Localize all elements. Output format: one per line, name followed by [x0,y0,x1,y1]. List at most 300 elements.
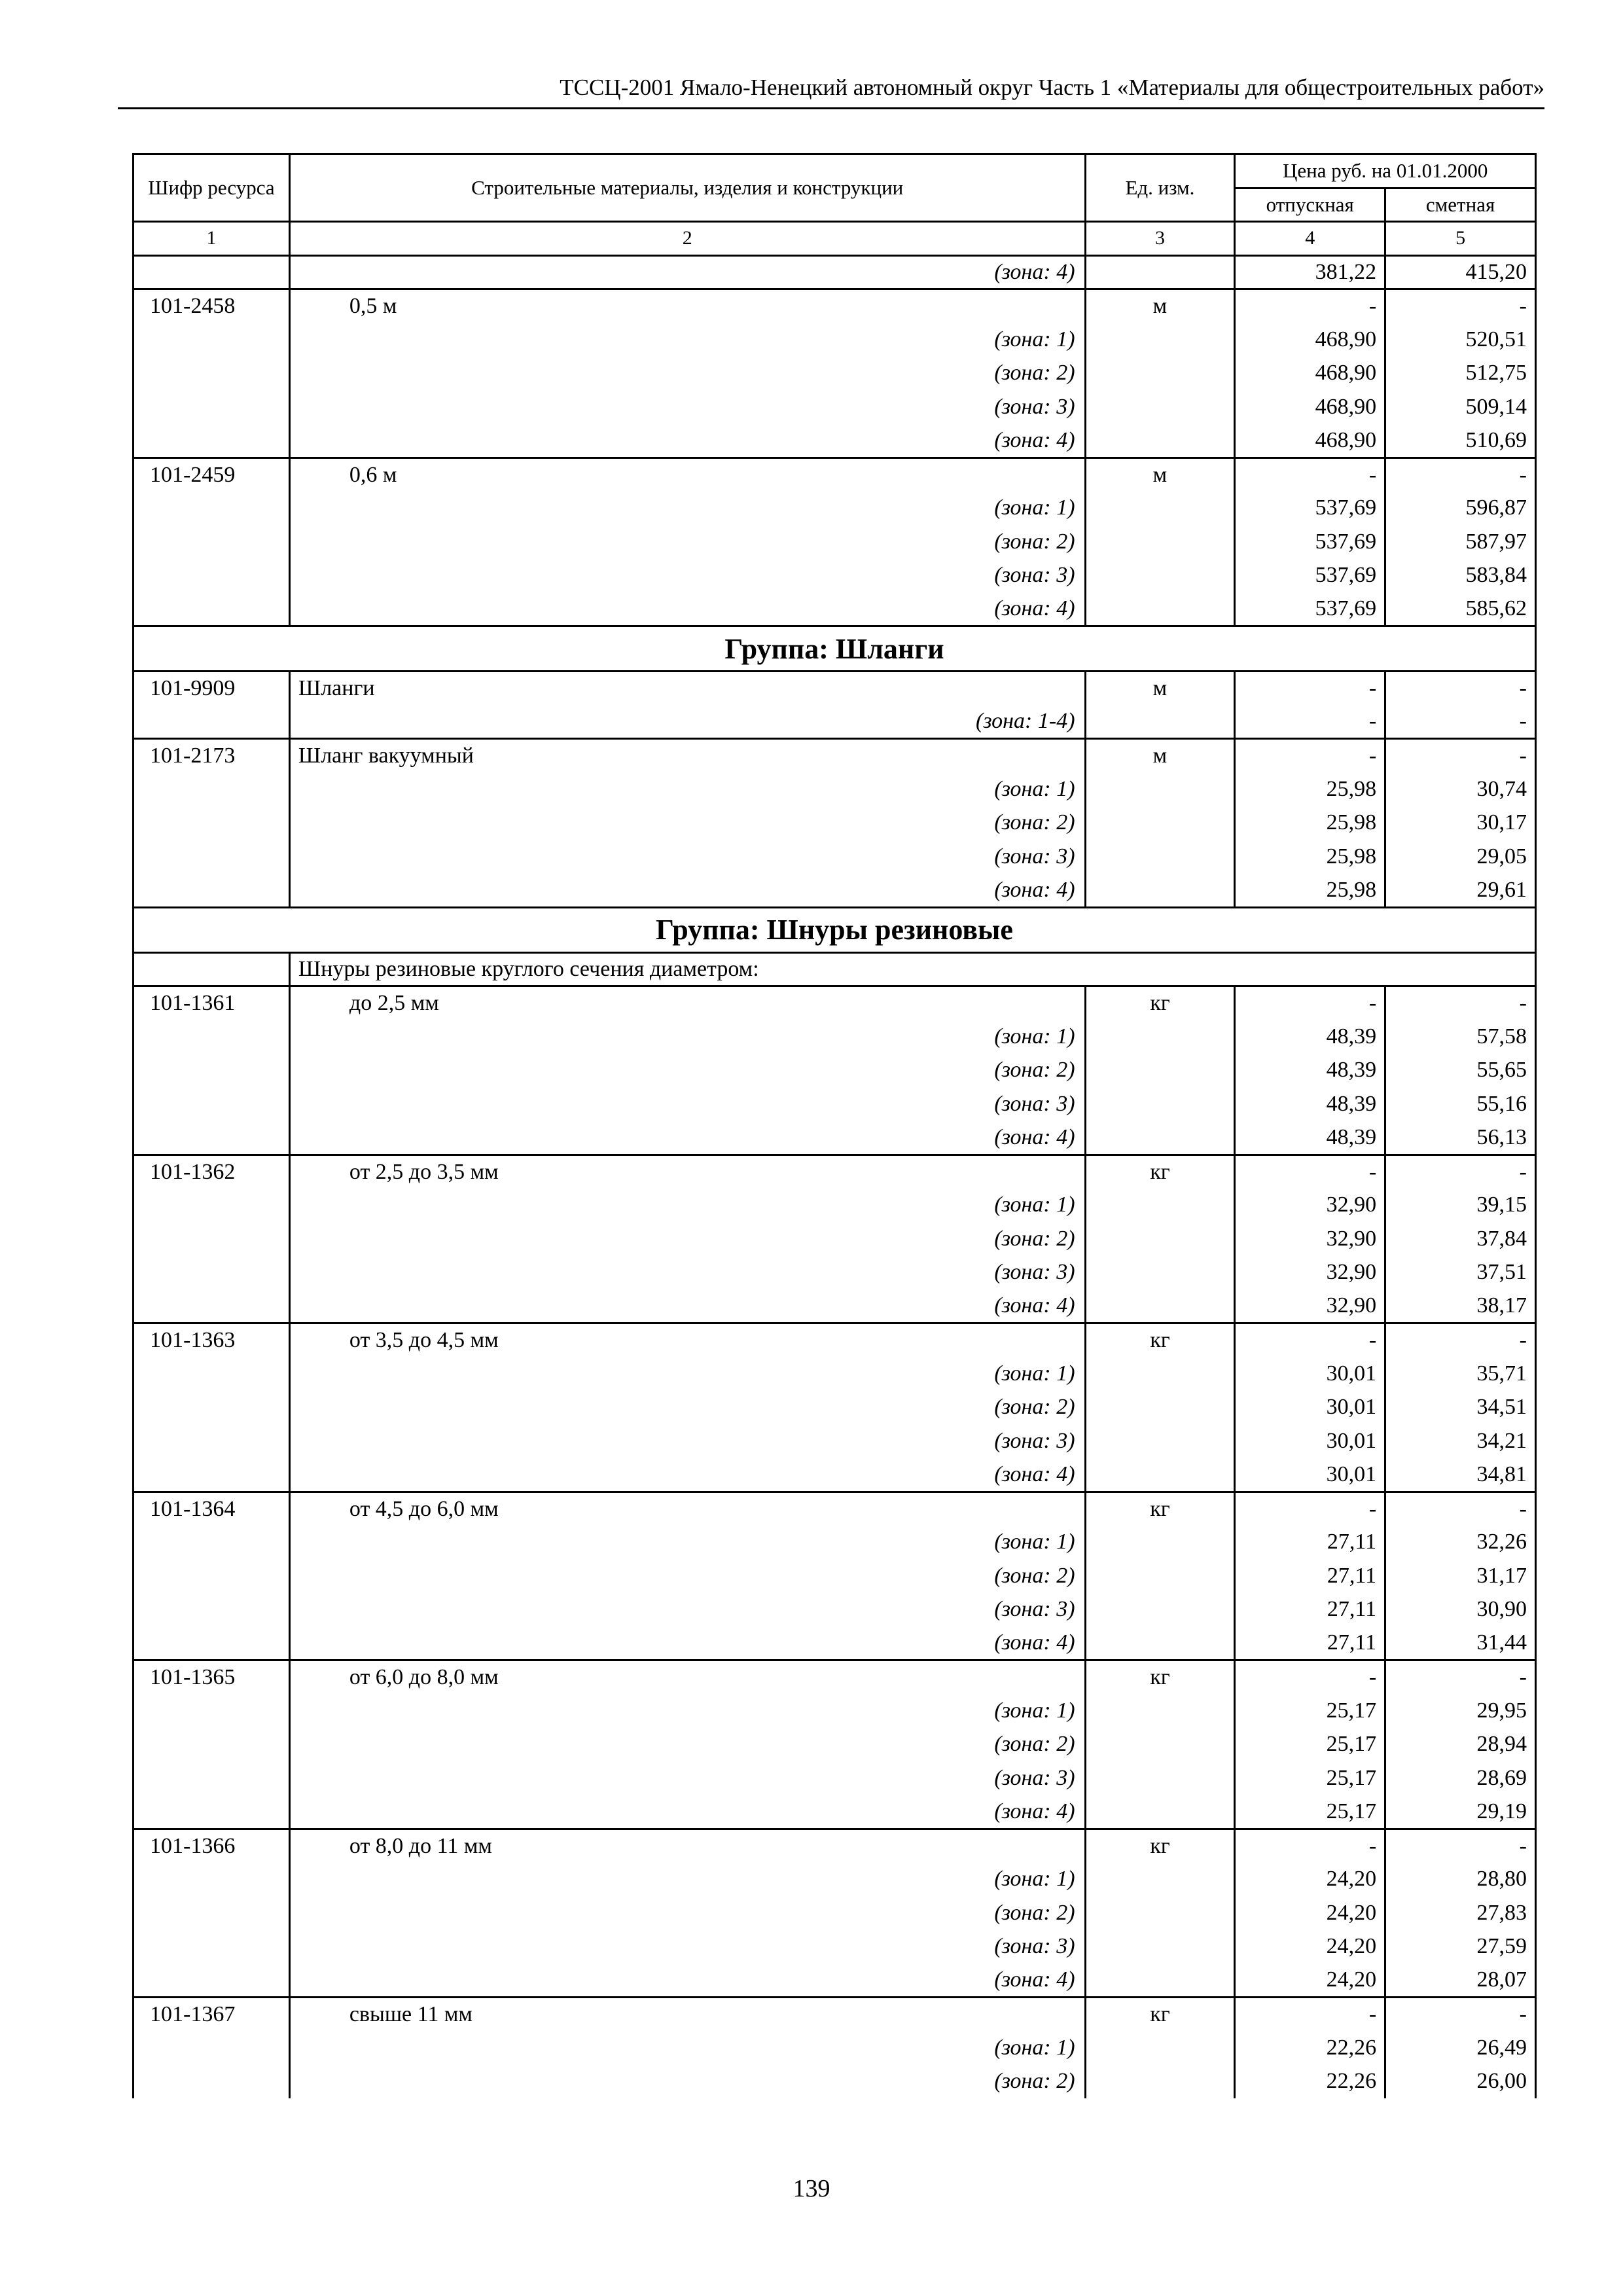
release-price: - [1235,1323,1385,1357]
estimate-price: 28,07 [1385,1964,1536,1998]
zone-row [134,390,1536,424]
column-number-1: 1 [134,222,290,256]
unit [1085,772,1235,806]
zone-label: (зона: 2) [289,1054,1085,1088]
estimate-price: - [1385,1660,1536,1695]
unit [1085,1054,1235,1088]
zone-label: (зона: 1) [289,772,1085,806]
zone-label: (зона: 3) [289,559,1085,593]
resource-code [134,806,290,840]
zone-row [134,1761,1536,1795]
zone-row [134,1593,1536,1627]
resource-code [134,1054,290,1088]
unit [1085,840,1235,874]
release-price: 32,90 [1235,1289,1385,1323]
zone-row [134,559,1536,593]
unit [1085,874,1235,908]
zone-label: (зона: 2) [289,1559,1085,1593]
group-heading-row [134,907,1536,952]
header-estimate-price: сметная [1385,188,1536,222]
release-price: 32,90 [1235,1256,1385,1290]
unit [1085,323,1235,357]
release-price: 27,11 [1235,1559,1385,1593]
unit [1085,424,1235,458]
group-heading-row [134,626,1536,672]
zone-label: (зона: 1) [289,492,1085,526]
estimate-price: 509,14 [1385,390,1536,424]
zone-label: (зона: 1) [289,1526,1085,1560]
zone-label: (зона: 1) [289,1189,1085,1223]
zone-label: (зона: 3) [289,390,1085,424]
estimate-price: 26,00 [1385,2065,1536,2099]
release-price: 25,17 [1235,1694,1385,1728]
header-code: Шифр ресурса [134,154,290,222]
material-name: до 2,5 мм [289,986,1085,1020]
release-price: 30,01 [1235,1458,1385,1492]
zone-label: (зона: 2) [289,2065,1085,2099]
zone-row [134,1424,1536,1458]
zone-row [134,1896,1536,1930]
unit [1085,1863,1235,1897]
zone-label: (зона: 2) [289,525,1085,559]
note-row [134,952,1536,986]
zone-label: (зона: 2) [289,1728,1085,1762]
zone-label: (зона: 3) [289,1930,1085,1964]
item-row [134,289,1536,323]
zone-row [134,1121,1536,1155]
unit [1085,1593,1235,1627]
zone-label: (зона: 4) [289,592,1085,626]
release-price: 25,98 [1235,840,1385,874]
material-name: от 6,0 до 8,0 мм [289,1660,1085,1695]
page-number: 139 [793,2175,830,2202]
unit: кг [1085,1492,1235,1526]
resource-code [134,1424,290,1458]
unit [1085,525,1235,559]
release-price: 27,11 [1235,1626,1385,1660]
resource-code [134,1189,290,1223]
estimate-price: 37,84 [1385,1222,1536,1256]
unit [1085,1795,1235,1829]
release-price: 22,26 [1235,2065,1385,2099]
resource-code [134,1222,290,1256]
page-header [118,73,1544,109]
column-number-3: 3 [1085,222,1235,256]
material-name: от 3,5 до 4,5 мм [289,1323,1085,1357]
resource-code [134,705,290,739]
zone-row [134,1054,1536,1088]
zone-row [134,874,1536,908]
estimate-price: 56,13 [1385,1121,1536,1155]
estimate-price: 26,49 [1385,2031,1536,2065]
zone-row [134,357,1536,391]
resource-code [134,1761,290,1795]
release-price: 24,20 [1235,1964,1385,1998]
unit [1085,255,1235,289]
resource-code [134,1121,290,1155]
resource-code: 101-1366 [134,1829,290,1863]
resource-code [134,874,290,908]
zone-label: (зона: 3) [289,1087,1085,1121]
estimate-price: 39,15 [1385,1189,1536,1223]
zone-row [134,1728,1536,1762]
zone-label: (зона: 4) [289,1626,1085,1660]
unit [1085,559,1235,593]
header-unit: Ед. изм. [1085,154,1235,222]
estimate-price: 29,05 [1385,840,1536,874]
unit [1085,1626,1235,1660]
release-price: 27,11 [1235,1593,1385,1627]
zone-row [134,1222,1536,1256]
zone-label: (зона: 1-4) [289,705,1085,739]
unit: м [1085,672,1235,706]
zone-label: (зона: 1) [289,1863,1085,1897]
resource-code [134,1694,290,1728]
resource-code [134,255,290,289]
resource-code: 101-2458 [134,289,290,323]
release-price: 24,20 [1235,1896,1385,1930]
unit [1085,1391,1235,1425]
unit [1085,1121,1235,1155]
release-price: - [1235,1998,1385,2032]
column-number-4: 4 [1235,222,1385,256]
estimate-price: 31,17 [1385,1559,1536,1593]
unit [1085,1458,1235,1492]
unit: кг [1085,986,1235,1020]
unit: м [1085,739,1235,773]
unit [1085,1964,1235,1998]
unit [1085,1930,1235,1964]
estimate-price: - [1385,672,1536,706]
resource-code [134,840,290,874]
zone-row [134,1694,1536,1728]
zone-label: (зона: 3) [289,840,1085,874]
estimate-price: 27,59 [1385,1930,1536,1964]
estimate-price: 30,17 [1385,806,1536,840]
zone-row [134,1458,1536,1492]
release-price: 48,39 [1235,1121,1385,1155]
resource-code [134,1559,290,1593]
zone-row [134,840,1536,874]
unit [1085,806,1235,840]
release-price: 30,01 [1235,1391,1385,1425]
release-price: - [1235,739,1385,773]
note-text: Шнуры резиновые круглого сечения диаметром: [289,952,1535,986]
estimate-price: 28,69 [1385,1761,1536,1795]
estimate-price: 28,94 [1385,1728,1536,1762]
material-name: 0,6 м [289,457,1085,492]
resource-code [134,1020,290,1054]
resource-code: 101-1361 [134,986,290,1020]
unit [1085,2031,1235,2065]
header-material: Строительные материалы, изделия и конструкции [289,154,1085,222]
estimate-price: - [1385,1492,1536,1526]
zone-label: (зона: 1) [289,1357,1085,1391]
material-name: Шланг вакуумный [289,739,1085,773]
resource-code [134,1863,290,1897]
unit [1085,1256,1235,1290]
estimate-price: 57,58 [1385,1020,1536,1054]
estimate-price: - [1385,1829,1536,1863]
zone-row [134,806,1536,840]
zone-row [134,525,1536,559]
release-price: 537,69 [1235,525,1385,559]
zone-label: (зона: 2) [289,1391,1085,1425]
zone-label: (зона: 4) [289,1121,1085,1155]
item-row [134,1323,1536,1357]
zone-label: (зона: 2) [289,806,1085,840]
resource-code [134,1526,290,1560]
zone-label: (зона: 1) [289,323,1085,357]
resource-code [134,357,290,391]
estimate-price: 585,62 [1385,592,1536,626]
estimate-price: 520,51 [1385,323,1536,357]
zone-label: (зона: 4) [289,424,1085,458]
unit [1085,1761,1235,1795]
estimate-price: - [1385,986,1536,1020]
release-price: 381,22 [1235,255,1385,289]
resource-code: 101-1367 [134,1998,290,2032]
resource-code [134,1289,290,1323]
zone-label: (зона: 3) [289,1593,1085,1627]
resource-code [134,772,290,806]
resource-code [134,1593,290,1627]
release-price: - [1235,1155,1385,1189]
zone-label: (зона: 2) [289,1896,1085,1930]
zone-row [134,1289,1536,1323]
zone-row [134,323,1536,357]
zone-row [134,255,1536,289]
zone-label: (зона: 4) [289,874,1085,908]
table-body [134,255,1536,2098]
release-price: 25,98 [1235,806,1385,840]
resource-code: 101-1365 [134,1660,290,1695]
release-price: 25,17 [1235,1761,1385,1795]
estimate-price: 587,97 [1385,525,1536,559]
resource-code: 101-2459 [134,457,290,492]
release-price: 30,01 [1235,1357,1385,1391]
zone-label: (зона: 2) [289,1222,1085,1256]
column-number-5: 5 [1385,222,1536,256]
zone-row [134,1863,1536,1897]
zone-row [134,2031,1536,2065]
zone-row [134,772,1536,806]
estimate-price: - [1385,289,1536,323]
resource-code [134,2065,290,2099]
release-price: 48,39 [1235,1054,1385,1088]
item-row [134,1829,1536,1863]
release-price: - [1235,672,1385,706]
release-price: 48,39 [1235,1087,1385,1121]
note-code-cell [134,952,290,986]
material-name: от 2,5 до 3,5 мм [289,1155,1085,1189]
resource-code: 101-1363 [134,1323,290,1357]
resource-code [134,559,290,593]
zone-row [134,1020,1536,1054]
estimate-price: - [1385,739,1536,773]
estimate-price: 415,20 [1385,255,1536,289]
zone-row [134,1087,1536,1121]
zone-row [134,592,1536,626]
estimate-price: 27,83 [1385,1896,1536,1930]
group-title: Группа: Шнуры резиновые [134,907,1536,952]
zone-row [134,1256,1536,1290]
item-row [134,1155,1536,1189]
release-price: 32,90 [1235,1189,1385,1223]
release-price: 24,20 [1235,1863,1385,1897]
price-table [132,153,1537,2098]
zone-label: (зона: 1) [289,1020,1085,1054]
estimate-price: 35,71 [1385,1357,1536,1391]
zone-label: (зона: 4) [289,1289,1085,1323]
resource-code [134,1391,290,1425]
estimate-price: 32,26 [1385,1526,1536,1560]
zone-label: (зона: 2) [289,357,1085,391]
unit [1085,592,1235,626]
zone-row [134,1189,1536,1223]
release-price: 48,39 [1235,1020,1385,1054]
resource-code [134,1357,290,1391]
unit [1085,1020,1235,1054]
estimate-price: 38,17 [1385,1289,1536,1323]
material-name: 0,5 м [289,289,1085,323]
unit [1085,357,1235,391]
resource-code [134,1930,290,1964]
item-row [134,1492,1536,1526]
resource-code [134,525,290,559]
resource-code [134,592,290,626]
resource-code [134,1087,290,1121]
resource-code [134,424,290,458]
release-price: 22,26 [1235,2031,1385,2065]
release-price: 30,01 [1235,1424,1385,1458]
unit: кг [1085,1998,1235,2032]
column-number-2: 2 [289,222,1085,256]
zone-row [134,492,1536,526]
zone-row [134,1559,1536,1593]
unit: м [1085,289,1235,323]
estimate-price: 31,44 [1385,1626,1536,1660]
zone-label: (зона: 1) [289,1694,1085,1728]
release-price: - [1235,705,1385,739]
zone-label: (зона: 3) [289,1256,1085,1290]
unit [1085,492,1235,526]
zone-row [134,705,1536,739]
release-price: - [1235,1492,1385,1526]
estimate-price: 29,61 [1385,874,1536,908]
release-price: 27,11 [1235,1526,1385,1560]
estimate-price: - [1385,705,1536,739]
release-price: 24,20 [1235,1930,1385,1964]
zone-row [134,1964,1536,1998]
release-price: 25,98 [1235,874,1385,908]
release-price: - [1235,1829,1385,1863]
estimate-price: - [1385,1155,1536,1189]
header-price-group: Цена руб. на 01.01.2000 [1235,154,1536,188]
zone-label: (зона: 1) [289,2031,1085,2065]
material-name: от 8,0 до 11 мм [289,1829,1085,1863]
resource-code: 101-9909 [134,672,290,706]
release-price: 537,69 [1235,592,1385,626]
estimate-price: - [1385,1998,1536,2032]
estimate-price: 596,87 [1385,492,1536,526]
resource-code [134,1728,290,1762]
resource-code [134,2031,290,2065]
estimate-price: 29,19 [1385,1795,1536,1829]
estimate-price: 55,65 [1385,1054,1536,1088]
estimate-price: 37,51 [1385,1256,1536,1290]
zone-row [134,1626,1536,1660]
release-price: - [1235,1660,1385,1695]
estimate-price: - [1385,457,1536,492]
header-release-price: отпускная [1235,188,1385,222]
zone-label: (зона: 4) [289,1795,1085,1829]
estimate-price: 28,80 [1385,1863,1536,1897]
item-row [134,1660,1536,1695]
resource-code [134,1896,290,1930]
unit [1085,705,1235,739]
item-row [134,739,1536,773]
resource-code: 101-1362 [134,1155,290,1189]
unit: кг [1085,1155,1235,1189]
unit [1085,1289,1235,1323]
estimate-price: 30,74 [1385,772,1536,806]
estimate-price: 583,84 [1385,559,1536,593]
zone-label: (зона: 3) [289,1761,1085,1795]
release-price: 468,90 [1235,323,1385,357]
material-name: Шланги [289,672,1085,706]
estimate-price: - [1385,1323,1536,1357]
estimate-price: 34,81 [1385,1458,1536,1492]
release-price: 468,90 [1235,390,1385,424]
unit [1085,1222,1235,1256]
release-price: 537,69 [1235,559,1385,593]
estimate-price: 29,95 [1385,1694,1536,1728]
unit: кг [1085,1829,1235,1863]
release-price: 537,69 [1235,492,1385,526]
unit [1085,1189,1235,1223]
zone-row [134,1930,1536,1964]
unit [1085,1424,1235,1458]
unit [1085,1694,1235,1728]
release-price: 25,98 [1235,772,1385,806]
zone-row [134,1391,1536,1425]
estimate-price: 34,51 [1385,1391,1536,1425]
item-row [134,457,1536,492]
unit [1085,1559,1235,1593]
unit [1085,390,1235,424]
unit: кг [1085,1323,1235,1357]
resource-code [134,1256,290,1290]
zone-label: (зона: 4) [289,1964,1085,1998]
unit [1085,1728,1235,1762]
zone-row [134,424,1536,458]
resource-code [134,492,290,526]
zone-row [134,1357,1536,1391]
release-price: 468,90 [1235,357,1385,391]
resource-code: 101-1364 [134,1492,290,1526]
unit [1085,1357,1235,1391]
release-price: 468,90 [1235,424,1385,458]
release-price: 25,17 [1235,1728,1385,1762]
unit [1085,1526,1235,1560]
estimate-price: 55,16 [1385,1087,1536,1121]
resource-code [134,1964,290,1998]
release-price: 25,17 [1235,1795,1385,1829]
zone-label: (зона: 4) [289,1458,1085,1492]
group-title: Группа: Шланги [134,626,1536,672]
estimate-price: 512,75 [1385,357,1536,391]
